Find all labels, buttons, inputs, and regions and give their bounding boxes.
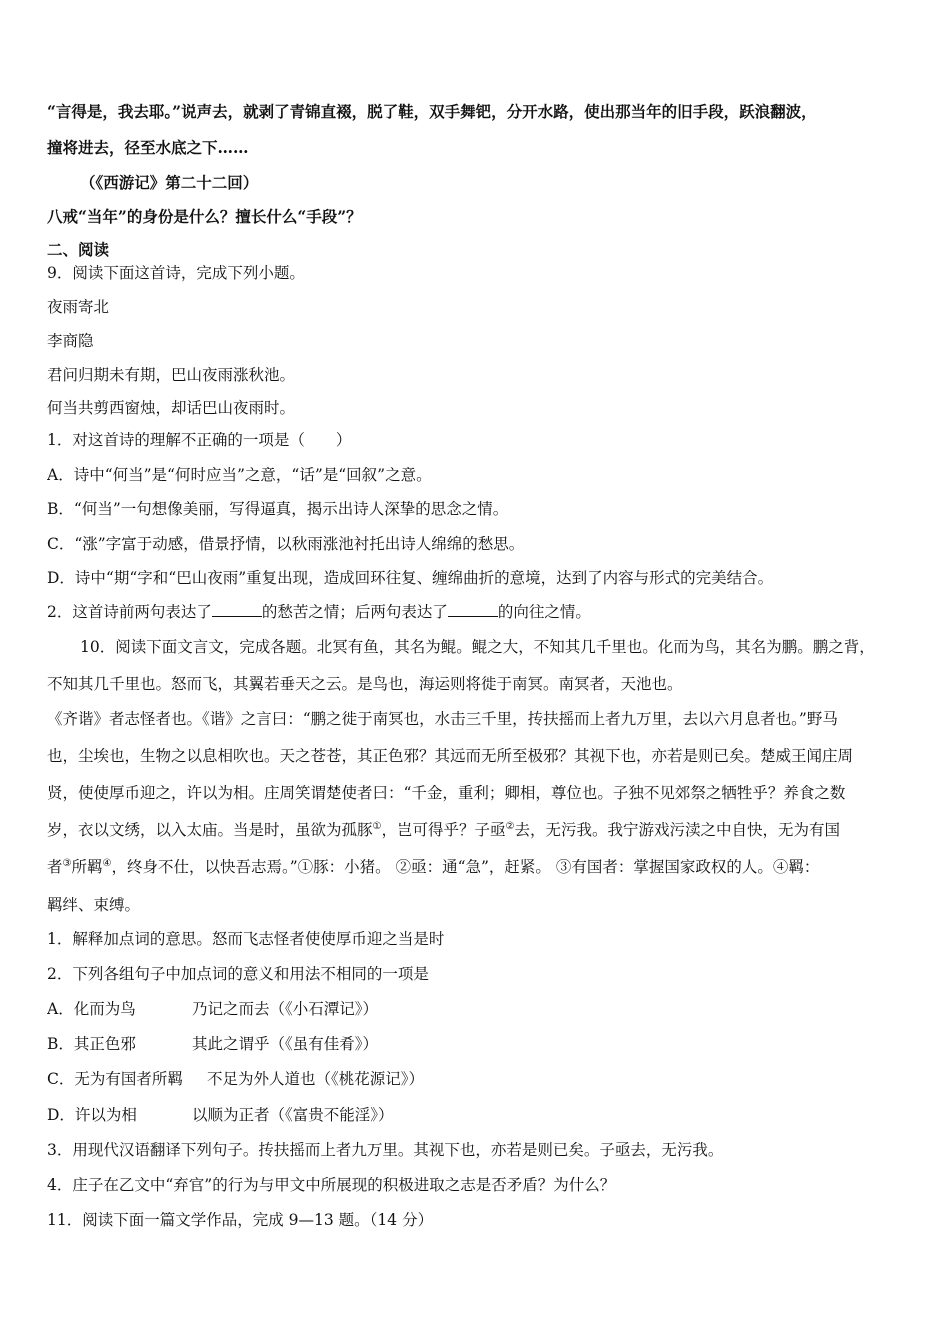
footnote-marker-3: ③ — [62, 857, 72, 869]
poem-author: 李商隐 — [47, 332, 94, 350]
q10-line-5: 贤，使使厚币迎之，许以为相。庄周笑谓楚使者曰：“千金，重利；卿相，尊位也。子独不见郊祭之牺牲乎？养食之数 — [47, 784, 846, 802]
q9-option-d: D．诗中“期“字和“巴山夜雨”重复出现，造成回环往复、缠绵曲折的意境，达到了内容与形式的完美结合。 — [47, 569, 774, 587]
q10-sub1: 1．解释加点词的意思。怒而飞志怪者使使厚币迎之当是时 — [47, 930, 445, 948]
q9-sub2-part-a: 2．这首诗前两句表达了 — [47, 603, 212, 621]
q10-line-6-part-a: 岁，衣以文绣，以入太庙。当是时，虽欲为孤豚 — [47, 821, 373, 839]
excerpt-line-2: 撞将进去，径至水底之下…… — [47, 138, 249, 157]
footnote-marker-2: ② — [505, 820, 515, 832]
poem-line-2: 何当共剪西窗烛，却话巴山夜雨时。 — [47, 399, 296, 417]
section-title: 二、阅读 — [47, 240, 110, 259]
poem-line-1: 君问归期未有期，巴山夜雨涨秋池。 — [47, 366, 296, 384]
q10-line-3: 《齐谐》者志怪者也。《谐》之言曰：“鹏之徙于南冥也，水击三千里，抟扶摇而上者九万里，去以六月息者也。”野马 — [47, 710, 838, 728]
q11-intro: 11．阅读下面一篇文学作品，完成 9—13 题。（14 分） — [47, 1211, 434, 1229]
q10-line-2: 不知其几千里也。怒而飞，其翼若垂天之云。是鸟也，海运则将徙于南冥。南冥者，天池也。 — [47, 675, 683, 693]
q9-intro: 9．阅读下面这首诗，完成下列小题。 — [47, 264, 305, 282]
q10-sub4: 4．庄子在乙文中“弃官”的行为与甲文中所展现的积极进取之志是否矛盾？为什么？ — [47, 1176, 616, 1194]
q10-sub2: 2．下列各组句子中加点词的意义和用法不相同的一项是 — [47, 965, 429, 983]
poem-title: 夜雨寄北 — [47, 298, 110, 316]
q10-option-d-left: D．许以为相 — [47, 1106, 137, 1124]
q10-line-7-part-c: ，终身不仕，以快吾志焉。”①豚：小猪。 ②亟：通“急”，赶紧。 ③有国者：掌握国家政权的人。④羁： — [111, 858, 820, 876]
answer-blank-2[interactable] — [448, 602, 498, 617]
q9-option-c: C．“涨”字富于动感，借景抒情，以秋雨涨池衬托出诗人绵绵的愁思。 — [47, 535, 525, 553]
q10-option-c-right: 不足为外人道也（《桃花源记》） — [207, 1070, 425, 1088]
q10-option-a-left: A．化而为鸟 — [47, 1000, 136, 1018]
q10-option-c — [47, 1068, 916, 1090]
q10-option-b-left: B．其正色邪 — [47, 1035, 136, 1053]
excerpt-line-1: “言得是，我去耶。”说声去，就剥了青锦直裰，脱了鞋，双手舞钯，分开水路，使出那当年的旧手段，跃浪翻波， — [47, 102, 817, 121]
q10-line-6 — [47, 819, 916, 841]
q10-line-8: 羁绊、束缚。 — [47, 896, 141, 914]
q10-line-6-part-c: 去，无污我。我宁游戏污渎之中自快，无为有国 — [514, 821, 840, 839]
q9-sub1: 1．对这首诗的理解不正确的一项是（ ） — [47, 431, 352, 449]
q9-option-b: B．“何当”一句想像美丽，写得逼真，揭示出诗人深挚的思念之情。 — [47, 500, 509, 518]
q10-option-b-right: 其此之谓乎（《虽有佳肴》） — [192, 1035, 379, 1053]
q10-line-6-part-b: ，岂可得乎？子亟 — [381, 821, 506, 839]
q10-option-b — [47, 1033, 916, 1055]
q10-option-d-right: 以顺为正者（《富贵不能淫》） — [192, 1106, 394, 1124]
q10-line-1: 10．阅读下面文言文，完成各题。北冥有鱼，其名为鲲。鲲之大，不知其几千里也。化而为鸟，其名为鹏。鹏之背， — [80, 638, 875, 656]
q10-line-7-part-a: 者 — [47, 858, 63, 876]
excerpt-source: （《西游记》第二十二回） — [80, 173, 259, 192]
q10-line-7-part-b: 所羁 — [71, 858, 103, 876]
q9-option-a: A．诗中“何当”是“何时应当”之意，“话”是“回叙”之意。 — [47, 466, 432, 484]
q9-sub2 — [47, 601, 916, 623]
q10-option-a-right: 乃记之而去（《小石潭记》） — [192, 1000, 379, 1018]
footnote-marker-1: ① — [372, 820, 382, 832]
answer-blank-1[interactable] — [212, 602, 262, 617]
q9-sub2-part-b: 的愁苦之情；后两句表达了 — [261, 603, 448, 621]
q10-option-c-left: C．无为有国者所羁 — [47, 1070, 183, 1088]
footnote-marker-4: ④ — [102, 857, 112, 869]
q9-sub2-part-c: 的向往之情。 — [497, 603, 591, 621]
q10-option-a — [47, 998, 916, 1020]
q10-line-7 — [47, 856, 916, 878]
excerpt-question: 八戒“当年”的身份是什么？擅长什么“手段”？ — [47, 207, 362, 226]
q10-sub3: 3．用现代汉语翻译下列句子。抟扶摇而上者九万里。其视下也，亦若是则已矣。子亟去，无污我。 — [47, 1141, 724, 1159]
q10-option-d — [47, 1104, 916, 1126]
q10-line-4: 也，尘埃也，生物之以息相吹也。天之苍苍，其正色邪？其远而无所至极邪？其视下也，亦若是则已矣。楚威王闻庄周 — [47, 747, 854, 765]
